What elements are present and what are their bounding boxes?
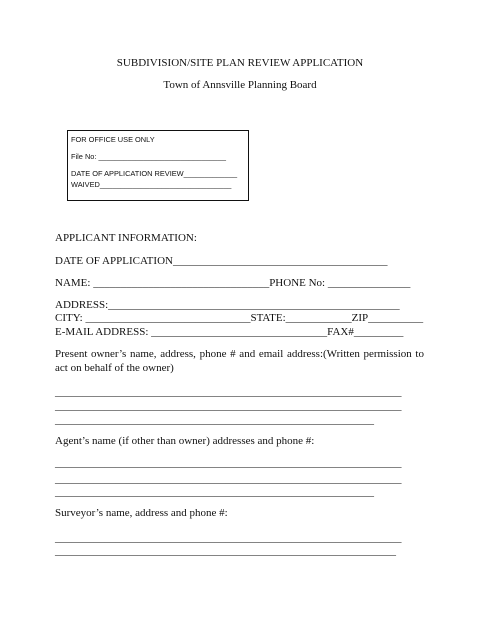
city-state-zip-field[interactable]: CITY: ______________________________STATE:____________ZIP__________ bbox=[55, 312, 424, 324]
agent-line[interactable]: _______________________________________________________________ bbox=[55, 473, 402, 485]
waived-field[interactable]: WAIVED________________________________ bbox=[71, 180, 232, 189]
agent-prompt: Agent’s name (if other than owner) addresses and phone #: bbox=[55, 435, 315, 447]
address-field[interactable]: ADDRESS:_____________________________________________________ bbox=[55, 299, 400, 311]
owner-line[interactable]: _______________________________________________________________ bbox=[55, 386, 402, 398]
office-use-heading: FOR OFFICE USE ONLY bbox=[71, 135, 155, 144]
agent-line[interactable]: _______________________________________________________________ bbox=[55, 457, 402, 469]
application-date-field[interactable]: DATE OF APPLICATION_______________________________________ bbox=[55, 255, 388, 267]
owner-prompt: Present owner’s name, address, phone # and email address:(Written permission to act on behalf of the owner) bbox=[55, 348, 424, 374]
name-phone-field[interactable]: NAME: ________________________________PHONE No: _______________ bbox=[55, 277, 411, 289]
agent-line[interactable]: __________________________________________________________ bbox=[55, 486, 374, 498]
applicant-section-label: APPLICANT INFORMATION: bbox=[55, 232, 197, 244]
surveyor-prompt: Surveyor’s name, address and phone #: bbox=[55, 507, 228, 519]
email-fax-field[interactable]: E-MAIL ADDRESS: ________________________________FAX#_________ bbox=[55, 326, 404, 338]
application-review-date-field[interactable]: DATE OF APPLICATION REVIEW_____________ bbox=[71, 169, 238, 178]
owner-line[interactable]: __________________________________________________________ bbox=[55, 414, 374, 426]
office-use-box bbox=[67, 130, 249, 201]
form-subtitle: Town of Annsville Planning Board bbox=[163, 79, 317, 91]
form-title: SUBDIVISION/SITE PLAN REVIEW APPLICATION bbox=[116, 57, 364, 69]
surveyor-line[interactable]: _______________________________________________________________ bbox=[55, 532, 402, 544]
owner-line[interactable]: _______________________________________________________________ bbox=[55, 400, 402, 412]
file-no-field[interactable]: File No: _______________________________ bbox=[71, 152, 226, 161]
surveyor-line[interactable]: ______________________________________________________________ bbox=[55, 545, 396, 557]
